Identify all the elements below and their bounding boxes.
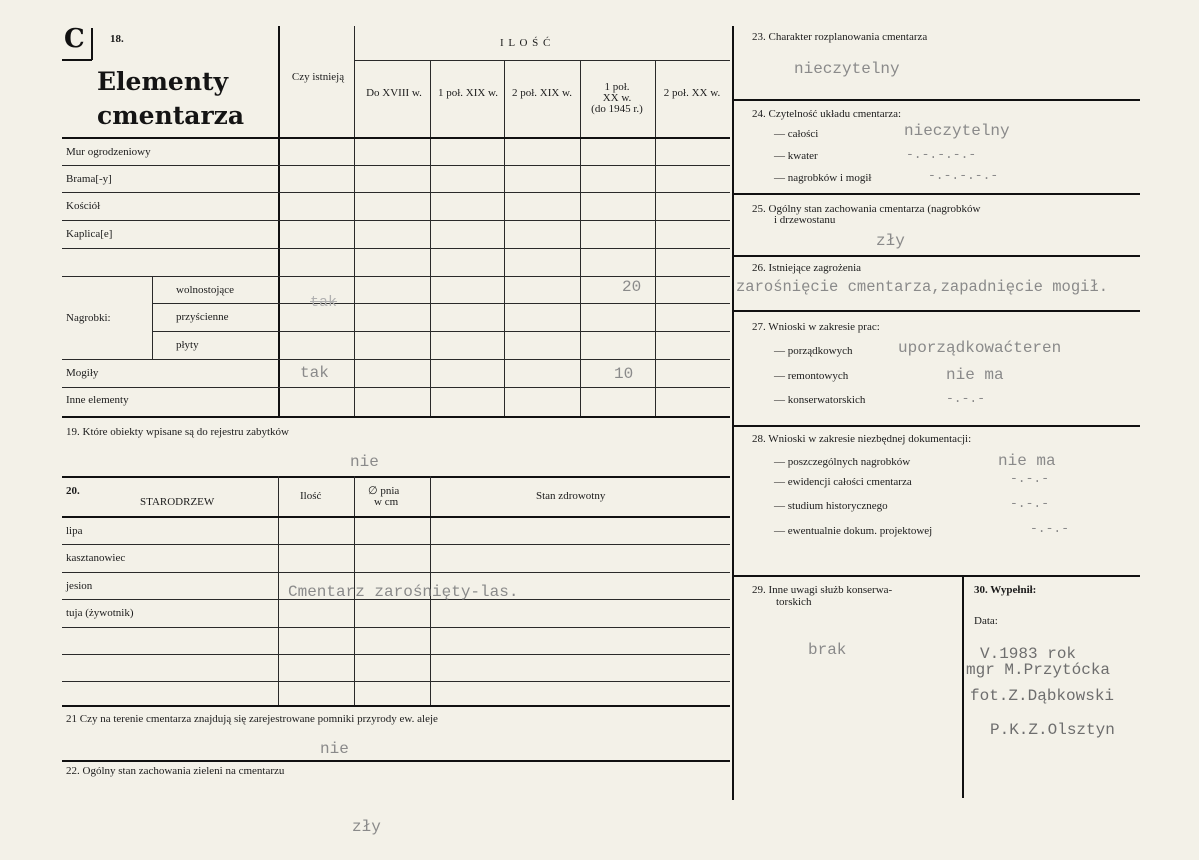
q19-label: 19. Które obiekty wpisane są do rejestru zabytków xyxy=(66,426,289,438)
col-czy-istnieja: Czy istnieją xyxy=(291,71,345,83)
tree-kasztanowiec: kasztanowiec xyxy=(66,552,126,564)
nagrobki-1pol-xx-value: 20 xyxy=(622,278,642,296)
q22-label: 22. Ogólny stan zachowania zieleni na cmentarzu xyxy=(66,765,285,777)
q19-value: nie xyxy=(350,453,379,471)
col-2pol-xix: 2 poł. XIX w. xyxy=(511,87,573,99)
mogily-czy-value: tak xyxy=(300,364,329,382)
q30-photo-value: fot.Z.Dąbkowski xyxy=(970,687,1115,705)
title-line-2: cmentarza xyxy=(97,101,245,130)
q23-value: nieczytelny xyxy=(794,60,900,78)
q21-value: nie xyxy=(320,740,349,758)
section-letter: C xyxy=(64,24,85,54)
section-letter-bar xyxy=(91,28,93,60)
grid-line xyxy=(734,310,1140,312)
col-2pol-xx: 2 poł. XX w. xyxy=(663,87,721,99)
q28-studium: — studium historycznego xyxy=(774,500,888,512)
grid-line xyxy=(62,276,730,277)
q20-stan-zdrowotny: Stan zdrowotny xyxy=(536,490,606,502)
grid-line xyxy=(504,60,505,416)
nagrobki-czy-value: tak xyxy=(310,294,338,311)
grid-line xyxy=(62,137,730,139)
q26-label: 26. Istniejące zagrożenia xyxy=(752,262,862,274)
q20-pnia-1: ∅ pnia xyxy=(368,485,400,497)
grid-line xyxy=(62,248,730,249)
q24-label: 24. Czytelność układu cmentarza: xyxy=(752,108,902,120)
grid-line xyxy=(152,331,730,332)
q20-starodrzew: STARODRZEW xyxy=(140,496,215,508)
q24-calosci: — całości xyxy=(774,128,819,140)
q28-nagrobkow-value: nie ma xyxy=(998,452,1056,470)
q30-data-label: Data: xyxy=(974,615,998,627)
q27-porzadkowych: — porządkowych xyxy=(774,345,853,357)
tree-lipa: lipa xyxy=(66,525,83,537)
row-mur: Mur ogrodzeniowy xyxy=(66,146,151,158)
grid-line xyxy=(734,575,1140,577)
q29-label-2: torskich xyxy=(776,596,812,608)
col-1pol-xix: 1 poł. XIX w. xyxy=(437,87,499,99)
q28-studium-value: -.-.- xyxy=(1010,496,1050,511)
q22-value: zły xyxy=(352,818,381,836)
grid-line xyxy=(62,627,730,628)
q24-kwater: — kwater xyxy=(774,150,818,162)
col-1pol-xx-a: 1 poł. xyxy=(604,81,630,93)
q25-value: zły xyxy=(876,232,905,250)
row-kaplica: Kaplica[e] xyxy=(66,228,113,240)
q20-note: Cmentarz zarośnięty-las. xyxy=(288,583,519,601)
row-inne: Inne elementy xyxy=(66,394,129,406)
q30-org-value: P.K.Z.Olsztyn xyxy=(990,721,1115,739)
q23-label: 23. Charakter rozplanowania cmentarza xyxy=(752,31,928,43)
grid-line xyxy=(62,387,730,388)
q25-label-2: i drzewostanu xyxy=(774,214,836,226)
q27-remontowych: — remontowych xyxy=(774,370,849,382)
q20-ilosc: Ilość xyxy=(300,490,322,502)
grid-line xyxy=(734,99,1140,101)
q27-konserwatorskich: — konserwatorskich xyxy=(774,394,866,406)
row-plyty: płyty xyxy=(176,339,199,351)
row-wolnostojace: wolnostojące xyxy=(176,284,235,296)
q20-pnia-2: w cm xyxy=(374,496,399,508)
grid-line xyxy=(62,544,730,545)
q26-value: zarośnięcie cmentarza,zapadnięcie mogił. xyxy=(736,278,1109,296)
q28-label: 28. Wnioski w zakresie niezbędnej dokumentacji: xyxy=(752,433,972,445)
grid-line xyxy=(962,576,964,798)
grid-line xyxy=(62,572,730,573)
col-1pol-xx-b: XX w. xyxy=(602,92,632,104)
grid-line xyxy=(734,255,1140,257)
title-line-1: Elementy xyxy=(97,67,229,96)
grid-line xyxy=(62,705,730,707)
grid-line xyxy=(62,654,730,655)
row-mogily: Mogiły xyxy=(66,367,99,379)
q29-label-1: 29. Inne uwagi służb konserwa- xyxy=(752,584,893,596)
grid-line xyxy=(62,220,730,221)
grid-line xyxy=(354,60,730,61)
q24-calosci-value: nieczytelny xyxy=(904,122,1010,140)
tree-tuja: tuja (żywotnik) xyxy=(66,607,134,619)
grid-line xyxy=(62,476,730,478)
q30-date-value: V.1983 rok xyxy=(980,645,1077,663)
grid-line xyxy=(62,165,730,166)
q28-projektowej-value: -.-.- xyxy=(1030,521,1070,536)
grid-line xyxy=(62,416,730,418)
q27-label: 27. Wnioski w zakresie prac: xyxy=(752,321,880,333)
q24-kwater-value: -.-.-.-.- xyxy=(906,147,977,162)
grid-line xyxy=(62,681,730,682)
col-1pol-xx-c: (do 1945 r.) xyxy=(591,103,643,115)
grid-line xyxy=(62,516,730,518)
q28-nagrobkow: — poszczególnych nagrobków xyxy=(774,456,911,468)
grid-line xyxy=(580,60,581,416)
col-do-xviii: Do XVIII w. xyxy=(366,87,422,99)
grid-line xyxy=(278,476,279,705)
grid-line xyxy=(354,26,355,416)
q30-label: 30. Wypełnił: xyxy=(974,584,1037,596)
grid-line xyxy=(62,760,730,762)
section-letter-underline xyxy=(62,59,92,61)
q27-konserwatorskich-value: -.-.- xyxy=(946,391,986,406)
grid-line xyxy=(655,60,656,416)
q24-nagrobkow-value: -.-.-.-.- xyxy=(928,168,999,183)
grid-line xyxy=(62,192,730,193)
q27-remontowych-value: nie ma xyxy=(946,366,1004,384)
q28-ewidencji-value: -.-.- xyxy=(1010,471,1050,486)
q28-projektowej: — ewentualnie dokum. projektowej xyxy=(774,525,933,537)
grid-line xyxy=(734,425,1140,427)
grid-line xyxy=(152,276,153,359)
grid-line xyxy=(278,26,280,416)
q28-ewidencji: — ewidencji całości cmentarza xyxy=(774,476,912,488)
col-ilosc: I L O Ś Ć xyxy=(500,37,552,49)
section-number: 18. xyxy=(110,33,124,45)
row-brama: Brama[-y] xyxy=(66,173,112,185)
q21-label: 21 Czy na terenie cmentarza znajdują się zarejestrowane pomniki przyrody ew. aleje xyxy=(66,713,438,725)
row-nagrobki: Nagrobki: xyxy=(66,312,111,324)
q30-author-value: mgr M.Przytócka xyxy=(966,661,1111,679)
tree-jesion: jesion xyxy=(66,580,93,592)
grid-line xyxy=(62,359,730,360)
mogily-1pol-xx-value: 10 xyxy=(614,365,634,383)
row-kosciol: Kościół xyxy=(66,200,101,212)
grid-line xyxy=(734,193,1140,195)
q24-nagrobkow: — nagrobków i mogił xyxy=(774,172,872,184)
q20-number: 20. xyxy=(66,485,80,497)
q27-porzadkowych-value: uporządkowaćteren xyxy=(898,339,1062,357)
q29-value: brak xyxy=(808,641,847,659)
grid-line xyxy=(430,60,431,416)
centre-divider xyxy=(732,26,734,800)
q25-label-1: 25. Ogólny stan zachowania cmentarza (nagrobków xyxy=(752,203,981,215)
grid-line xyxy=(152,303,730,304)
row-przyscienne: przyścienne xyxy=(176,311,229,323)
